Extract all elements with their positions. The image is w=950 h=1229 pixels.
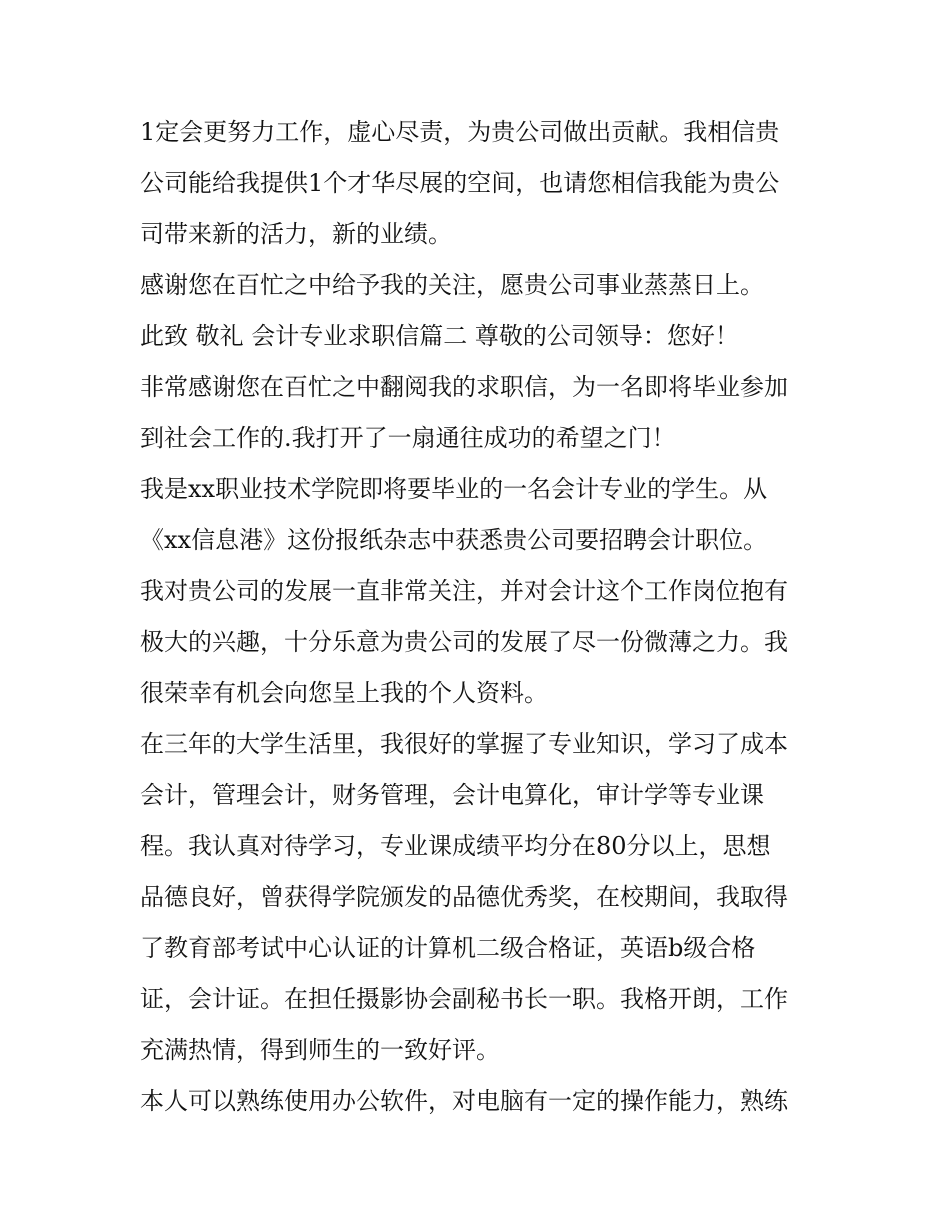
text-line: 公司能给我提供1个才华尽展的空间，也请您相信我能为贵公 (140, 169, 780, 197)
text-line: 1定会更努力工作，虚心尽责，为贵公司做出贡献。我相信贵 (140, 118, 780, 146)
text-line: 此致 敬礼 会计专业求职信篇二 尊敬的公司领导：您好！ (140, 322, 739, 350)
text-line: 程。我认真对待学习，专业课成绩平均分在80分以上，思想 (140, 832, 771, 860)
text-line: 极大的兴趣，十分乐意为贵公司的发展了尽一份微薄之力。我 (140, 628, 788, 656)
text-line: 会计，管理会计，财务管理，会计电算化，审计学等专业课 (140, 781, 764, 809)
text-line: 到社会工作的.我打开了一扇通往成功的希望之门！ (140, 424, 676, 452)
text-line: 证，会计证。在担任摄影协会副秘书长一职。我格开朗，工作 (140, 985, 788, 1013)
text-line: 非常感谢您在百忙之中翻阅我的求职信，为一名即将毕业参加 (140, 373, 788, 401)
text-line: 《xx信息港》这份报纸杂志中获悉贵公司要招聘会计职位。 (140, 526, 768, 554)
document-body (140, 107, 830, 1127)
text-line: 本人可以熟练使用办公软件，对电脑有一定的操作能力，熟练 (140, 1087, 788, 1115)
text-line: 了教育部考试中心认证的计算机二级合格证，英语b级合格 (140, 934, 756, 962)
text-line: 很荣幸有机会向您呈上我的个人资料。 (140, 679, 548, 707)
text-line: 充满热情，得到师生的一致好评。 (140, 1036, 500, 1064)
text-line: 感谢您在百忙之中给予我的关注，愿贵公司事业蒸蒸日上。 (140, 271, 764, 299)
text-line: 我对贵公司的发展一直非常关注，并对会计这个工作岗位抱有 (140, 577, 788, 605)
text-line: 在三年的大学生活里，我很好的掌握了专业知识，学习了成本 (140, 730, 788, 758)
text-line: 我是xx职业技术学院即将要毕业的一名会计专业的学生。从 (140, 475, 768, 503)
text-line: 品德良好，曾获得学院颁发的品德优秀奖，在校期间，我取得 (140, 883, 788, 911)
text-line: 司带来新的活力，新的业绩。 (140, 220, 452, 248)
